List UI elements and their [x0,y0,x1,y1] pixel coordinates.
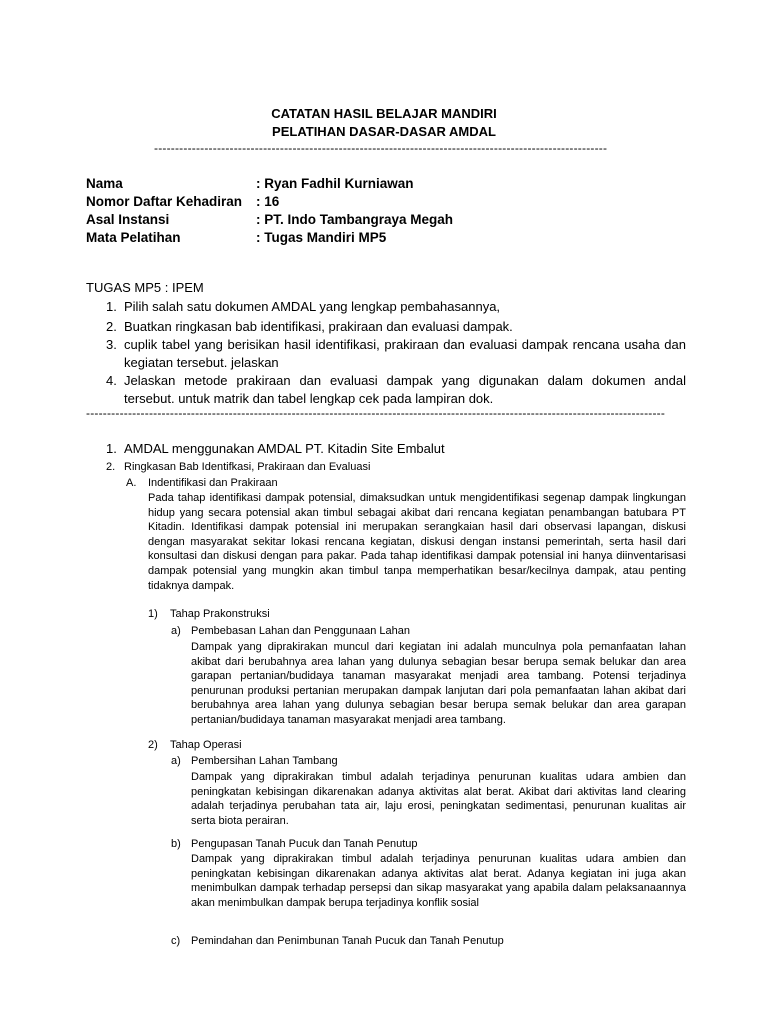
substage-title: Pengupasan Tanah Pucuk dan Tanah Penutup [191,838,418,850]
info-value: : Ryan Fadhil Kurniawan [256,176,414,191]
substage-title: Pemindahan dan Penimbunan Tanah Pucuk dan Tanah Penutup [191,935,504,947]
pembebasan-lahan-paragraph: Dampak yang diprakirakan muncul dari kegiatan ini adalah munculnya pola pemanfaatan lahan akibat dari berubahnya area lahan yang dulunya sebagian besar berupa semak belukar dan area garapan pertanian/budidaya tanaman masyarakat menjadi area tambang. Potensi terjadinya penurunan produksi pertanian merupakan dampak lanjutan dari pola pemanfaatan lahan akibat dari berubahnya area lahan yang dulunya sebagian besar berupa semak belukar dan area garapan pertanian/budidaya tanaman masyarakat menjadi area tambang. [191,641,686,726]
answer-text: Ringkasan Bab Identifkasi, Prakiraan dan Evaluasi [124,461,371,473]
substage-title: Pembersihan Lahan Tambang [191,755,338,767]
task-number: 3. [106,337,117,352]
substage-letter: a) [171,625,181,637]
task-number: 2. [106,319,117,334]
info-value: : 16 [256,194,280,209]
divider-middle: ------------------------------------------------------------------------------------------------------------------------------------------ [86,406,666,420]
info-label: Mata Pelatihan [86,230,181,245]
substage-letter: a) [171,755,181,767]
stage-number: 2) [148,739,158,751]
task-text: Jelaskan metode prakiraan dan evaluasi dampak yang digunakan dalam dokumen andal tersebut. untuk matrik dan tabel lengkap cek pada lampiran dok. [124,373,686,406]
substage-letter: b) [171,838,181,850]
substage-letter: c) [171,935,181,947]
info-value: : Tugas Mandiri MP5 [256,230,387,245]
divider-top: ------------------------------------------------------------------------------------------------------------ [154,141,608,155]
document-title-line2: PELATIHAN DASAR-DASAR AMDAL [272,124,496,139]
task-heading: TUGAS MP5 : IPEM [86,280,204,295]
answer-number: 1. [106,441,117,456]
pembersihan-lahan-paragraph: Dampak yang diprakirakan timbul adalah terjadinya penurunan kualitas udara ambien dan peningkatan kebisingan dikarenakan adanya aktivitas alat berat. Akibat dari aktivitas land clearing adalah terjadinya perubahan tata air, laju erosi, peningkatan sedimentasi, penurunan kualitas air serta biota perairan. [191,771,686,827]
info-value: : PT. Indo Tambangraya Megah [256,212,454,227]
substage-title: Pembebasan Lahan dan Penggunaan Lahan [191,625,410,637]
info-label: Nomor Daftar Kehadiran [86,194,243,209]
answer-number: 2. [106,461,116,473]
task-text: Buatkan ringkasan bab identifikasi, prakiraan dan evaluasi dampak. [124,319,513,334]
stage-title: Tahap Operasi [170,739,242,751]
info-label: Nama [86,176,123,191]
task-text: cuplik tabel yang berisikan hasil identifikasi, prakiraan dan evaluasi dampak rencana usaha dan kegiatan tersebut. jelaskan [124,337,686,370]
task-text: Pilih salah satu dokumen AMDAL yang lengkap pembahasannya, [124,299,501,314]
stage-number: 1) [148,608,158,620]
section-letter: A. [126,477,137,489]
stage-title: Tahap Prakonstruksi [170,608,270,620]
task-number: 4. [106,373,117,388]
info-label: Asal Instansi [86,212,170,227]
document-title-line1: CATATAN HASIL BELAJAR MANDIRI [271,106,497,121]
section-title: Indentifikasi dan Prakiraan [148,477,278,489]
answer-text: AMDAL menggunakan AMDAL PT. Kitadin Site Embalut [124,441,445,456]
task-number: 1. [106,299,117,314]
pengupasan-tanah-paragraph: Dampak yang diprakirakan timbul adalah terjadinya penurunan kualitas udara ambien dan peningkatan kebisingan dikarenakan adanya aktivitas alat berat. Adanya kegiatan ini juga akan menimbulkan dampak terhadap persepsi dan sikap masyarakat yang apabila dalam pelaksanaannya akan menimbulkan dampak berupa terjadinya konflik sosial [191,853,686,909]
intro-paragraph: Pada tahap identifikasi dampak potensial, dimaksudkan untuk mengidentifikasi segenap dampak lingkungan hidup yang secara potensial akan timbul sebagai akibat dari rencana kegiatan penambangan batubara PT Kitadin. Identifikasi dampak potensial ini merupakan serangkaian hasil dari observasi lapangan, diskusi dengan masyarakat sekitar lokasi rencana kegiatan, diskusi dengan instansi pemerintah, serta hasil dari konsultasi dan diskusi dengan para pakar. Pada tahap identifikasi dampak potensial ini hanya diinventarisasi dampak potensial yang mungkin akan timbul tanpa memperhatikan besar/kecilnya dampak, atau penting tidaknya dampak. [148,492,686,592]
